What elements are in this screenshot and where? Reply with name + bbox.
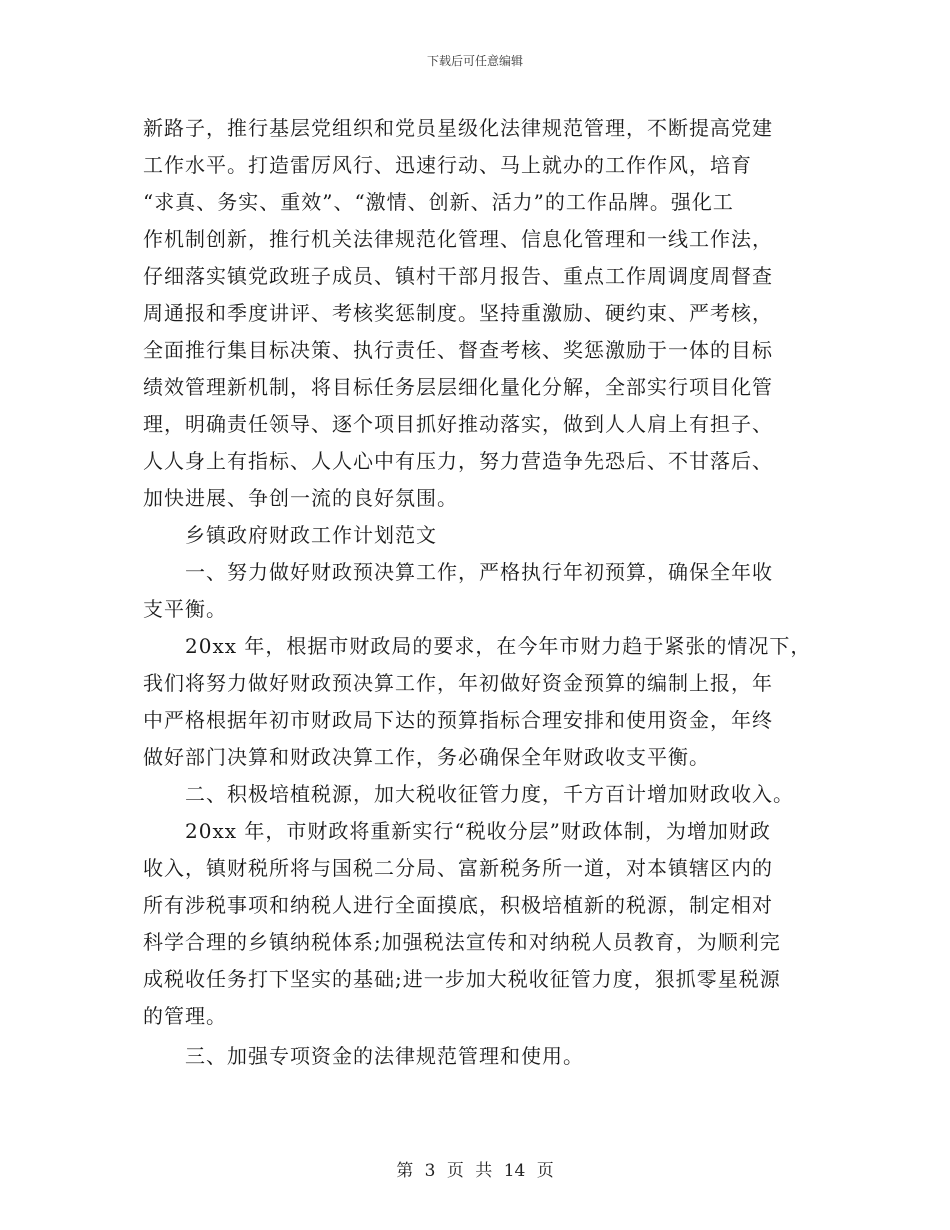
text-line: 周通报和季度讲评、考核奖惩制度。坚持重激励、硬约束、严考核， [143,301,773,325]
text-line: 收入，镇财税所将与国税二分局、富新税务所一道，对本镇辖区内的 [143,856,773,880]
text-line: 新路子，推行基层党组织和党员星级化法律规范管理，不断提高党建 [143,116,773,140]
section-title: 乡镇政府财政工作计划范文 [143,523,437,547]
text-line: 绩效管理新机制，将目标任务层层细化量化分解，全部实行项目化管 [143,375,773,399]
text-line: 三、加强专项资金的法律规范管理和使用。 [143,1044,584,1068]
text-line: 20xx 年，根据市财政局的要求，在今年市财力趋于紧张的情况下， [143,634,812,658]
text-line: 全面推行集目标决策、执行责任、督查考核、奖惩激励于一体的目标 [143,338,773,362]
text-line: 科学合理的乡镇纳税体系;加强税法宣传和对纳税人员教育，为顺利完 [143,930,781,954]
page-header: 下载后可任意编辑 [426,54,523,68]
text-line: 仔细落实镇党政班子成员、镇村干部月报告、重点工作周调度周督查 [143,264,773,288]
text-line: 加快进展、争创一流的良好氛围。 [143,486,458,510]
text-line: 工作水平。打造雷厉风行、迅速行动、马上就办的工作作风，培育 [143,153,752,177]
text-line: 的管理。 [143,1004,227,1028]
text-line: 成税收任务打下坚实的基础;进一步加大税收征管力度，狠抓零星税源 [143,967,781,991]
page-number: 第 3 页 共 14 页 [396,1161,554,1181]
text-line: 作机制创新，推行机关法律规范化管理、信息化管理和一线工作法， [143,227,773,251]
text-line: 所有涉税事项和纳税人进行全面摸底，积极培植新的税源，制定相对 [143,893,773,917]
text-line: 20xx 年，市财政将重新实行“税收分层”财政体制，为增加财政 [143,819,771,843]
document-body [143,110,823,1075]
text-line: 支平衡。 [143,597,227,621]
text-line: 理，明确责任领导、逐个项目抓好推动落实，做到人人肩上有担子、 [143,412,773,436]
text-line: 一、努力做好财政预决算工作，严格执行年初预算，确保全年收 [143,560,773,584]
text-line: 做好部门决算和财政决算工作，务必确保全年财政收支平衡。 [143,745,710,769]
text-line: “求真、务实、重效”、“激情、创新、活力”的工作品牌。强化工 [143,190,734,214]
text-line: 我们将努力做好财政预决算工作，年初做好资金预算的编制上报，年 [143,671,773,695]
text-line: 二、积极培植税源，加大税收征管力度，千方百计增加财政收入。 [143,782,794,806]
text-line: 人人身上有指标、人人心中有压力，努力营造争先恐后、不甘落后、 [143,449,773,473]
text-line: 中严格根据年初市财政局下达的预算指标合理安排和使用资金，年终 [143,708,773,732]
